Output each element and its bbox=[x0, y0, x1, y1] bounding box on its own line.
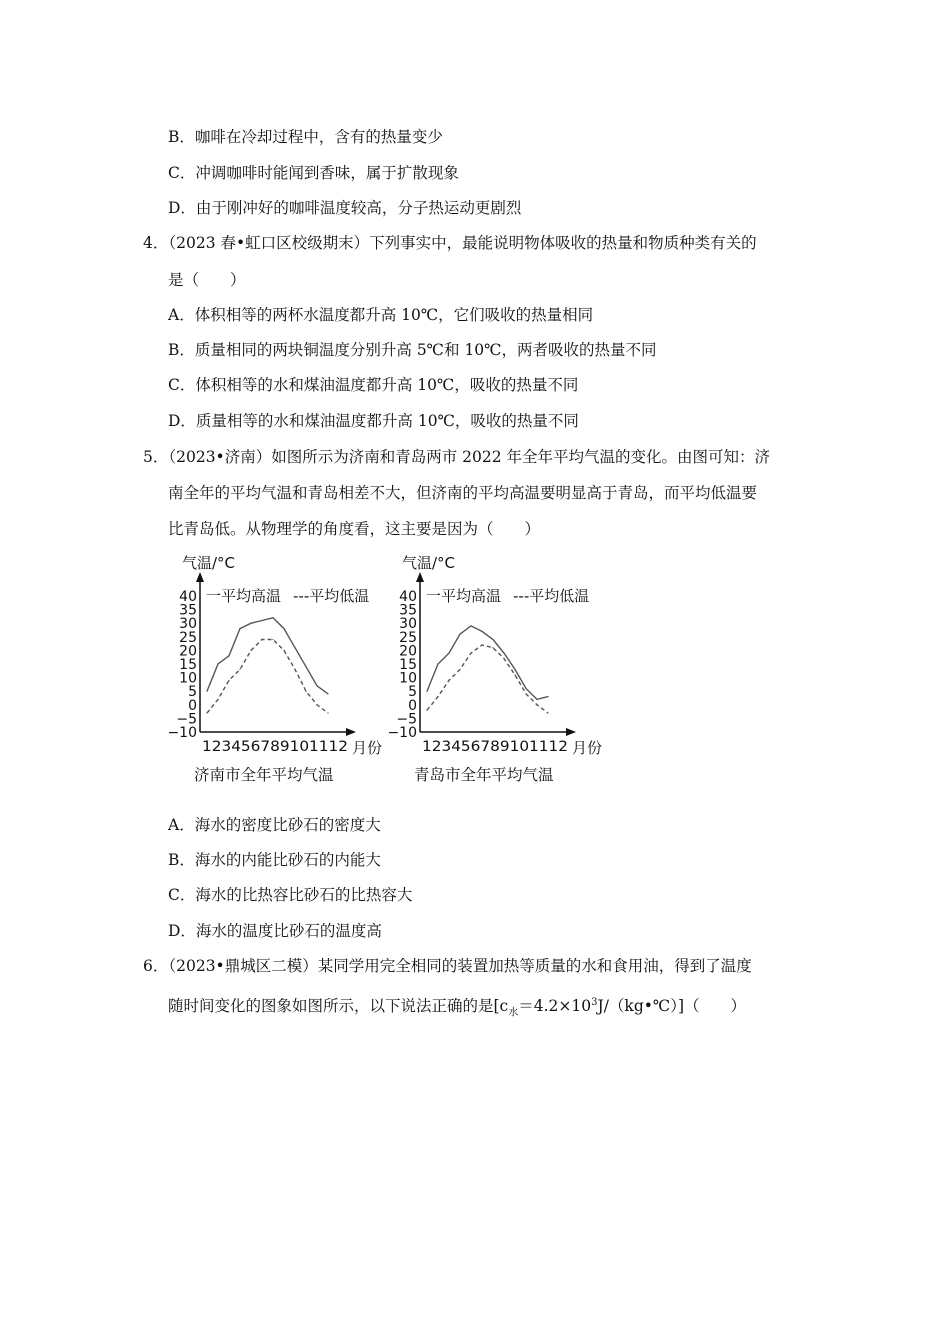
q6-stem-text: 随时间变化的图象如图所示，以下说法正确的是[c bbox=[168, 997, 509, 1016]
data-point-low bbox=[316, 704, 317, 705]
data-point-low bbox=[250, 650, 251, 651]
data-point-high bbox=[316, 685, 317, 686]
y-tick-label: 5 bbox=[408, 684, 417, 701]
series-line-low bbox=[427, 645, 548, 713]
data-point-high bbox=[525, 688, 526, 689]
q5-stem-line1: 5．（2023•济南）如图所示为济南和青岛两市 2022 年全年平均气温的变化。由图可知：济 bbox=[143, 448, 771, 466]
data-point-low bbox=[217, 699, 218, 700]
data-point-high bbox=[217, 663, 218, 664]
data-point-high bbox=[305, 666, 306, 667]
jinan-temperature-chart bbox=[160, 548, 390, 788]
data-point-low bbox=[283, 650, 284, 651]
chart-title: 济南市全年平均气温 bbox=[194, 766, 334, 784]
q6-stem-line1: 6．（2023•鼎城区二模）某同学用完全相同的装置加热等质量的水和食用油，得到了温度 bbox=[143, 957, 752, 975]
y-tick-label: 40 bbox=[179, 589, 197, 605]
data-point-high bbox=[492, 639, 493, 640]
y-tick-label: 25 bbox=[399, 629, 417, 646]
q3-option-b: B．咖啡在冷却过程中，含有的热量变少 bbox=[168, 128, 443, 146]
y-axis-arrow bbox=[196, 572, 204, 582]
data-point-high bbox=[272, 617, 273, 618]
data-point-low bbox=[536, 704, 537, 705]
q5-option-c: C．海水的比热容比砂石的比热容大 bbox=[168, 886, 413, 904]
data-point-high bbox=[437, 663, 438, 664]
y-tick-label: −5 bbox=[396, 711, 417, 728]
y-tick-label: 5 bbox=[188, 684, 197, 701]
y-tick-label: 10 bbox=[179, 670, 197, 687]
data-point-high bbox=[294, 647, 295, 648]
y-tick-label: 35 bbox=[399, 602, 417, 619]
legend-high: 一平均高温 bbox=[206, 587, 282, 605]
data-point-high bbox=[448, 653, 449, 654]
y-tick-label: 15 bbox=[399, 657, 417, 673]
x-axis-arrow bbox=[566, 728, 576, 736]
data-point-high bbox=[536, 699, 537, 700]
data-point-low bbox=[481, 644, 482, 645]
y-axis-label: 气温/°C bbox=[182, 554, 236, 572]
q5-option-b: B．海水的内能比砂石的内能大 bbox=[168, 851, 381, 869]
y-tick-label: 25 bbox=[179, 629, 197, 646]
y-tick-label: 20 bbox=[179, 643, 197, 660]
q4-option-c: C．体积相等的水和煤油温度都升高 10℃，吸收的热量不同 bbox=[168, 376, 579, 394]
data-point-high bbox=[426, 691, 427, 692]
data-point-low bbox=[294, 669, 295, 670]
q5-option-d: D．海水的温度比砂石的温度高 bbox=[168, 922, 382, 940]
data-point-low bbox=[272, 639, 273, 640]
data-point-high bbox=[503, 653, 504, 654]
data-point-low bbox=[448, 680, 449, 681]
data-point-high bbox=[481, 631, 482, 632]
y-tick-label: 30 bbox=[179, 616, 197, 633]
y-tick-label: −5 bbox=[176, 711, 197, 728]
series-line-low bbox=[207, 640, 328, 714]
q4-option-a: A．体积相等的两杯水温度都升高 10℃，它们吸收的热量相同 bbox=[168, 306, 594, 324]
y-tick-label: 0 bbox=[188, 697, 197, 714]
data-point-high bbox=[459, 633, 460, 634]
q3-option-d: D．由于刚冲好的咖啡温度较高，分子热运动更剧烈 bbox=[168, 199, 522, 217]
data-point-low bbox=[426, 710, 427, 711]
q6-stem-line2 bbox=[168, 992, 746, 1024]
q4-option-b: B．质量相同的两块铜温度分别升高 5℃和 10℃，两者吸收的热量不同 bbox=[168, 341, 657, 359]
q6-stem-value: ＝4.2×10 bbox=[518, 997, 592, 1016]
y-tick-label: 10 bbox=[399, 670, 417, 687]
data-point-low bbox=[470, 653, 471, 654]
data-point-low bbox=[206, 712, 207, 713]
legend-low: ---平均低温 bbox=[293, 587, 370, 605]
y-axis-label: 气温/°C bbox=[402, 554, 456, 572]
q5-option-a: A．海水的密度比砂石的密度大 bbox=[168, 816, 381, 834]
series-line-high bbox=[427, 626, 548, 700]
data-point-low bbox=[459, 669, 460, 670]
y-tick-label: 35 bbox=[179, 602, 197, 619]
q4-stem-line1: 4．（2023 春•虹口区校级期末）下列事实中，最能说明物体吸收的热量和物质种类有关的 bbox=[143, 234, 757, 252]
x-axis-label: 月份 bbox=[572, 739, 603, 757]
data-point-low bbox=[503, 658, 504, 659]
series-line-high bbox=[207, 618, 328, 694]
data-point-high bbox=[547, 696, 548, 697]
data-point-high bbox=[514, 669, 515, 670]
x-tick-labels: 123456789101112 bbox=[202, 739, 348, 755]
legend-low: ---平均低温 bbox=[513, 587, 590, 605]
y-tick-label: 30 bbox=[399, 616, 417, 633]
q4-stem-line2: 是（ ） bbox=[168, 271, 246, 289]
q6-superscript: 3 bbox=[591, 997, 598, 1008]
legend-high: 一平均高温 bbox=[426, 587, 502, 605]
data-point-low bbox=[327, 712, 328, 713]
chart-title: 青岛市全年平均气温 bbox=[414, 766, 554, 784]
data-point-high bbox=[228, 655, 229, 656]
data-point-high bbox=[250, 623, 251, 624]
data-point-low bbox=[228, 680, 229, 681]
data-point-low bbox=[239, 669, 240, 670]
data-point-high bbox=[261, 620, 262, 621]
y-tick-label: −10 bbox=[167, 725, 197, 741]
data-point-high bbox=[283, 628, 284, 629]
data-point-low bbox=[261, 639, 262, 640]
data-point-high bbox=[470, 625, 471, 626]
data-point-low bbox=[305, 691, 306, 692]
x-axis-arrow bbox=[346, 728, 356, 736]
y-tick-label: −10 bbox=[387, 725, 417, 741]
data-point-high bbox=[206, 691, 207, 692]
q6-stem-unit: J/（kg•℃）]（ ） bbox=[597, 997, 747, 1016]
y-tick-label: 0 bbox=[408, 697, 417, 714]
data-point-low bbox=[547, 712, 548, 713]
data-point-low bbox=[525, 693, 526, 694]
data-point-high bbox=[239, 628, 240, 629]
y-tick-label: 40 bbox=[399, 589, 417, 605]
data-point-high bbox=[327, 693, 328, 694]
qingdao-temperature-chart bbox=[380, 548, 620, 788]
q5-stem-line2: 南全年的平均气温和青岛相差不大，但济南的平均高温要明显高于青岛，而平均低温要 bbox=[168, 484, 758, 502]
x-axis-label: 月份 bbox=[352, 739, 383, 757]
data-point-low bbox=[514, 674, 515, 675]
data-point-low bbox=[492, 647, 493, 648]
data-point-low bbox=[437, 696, 438, 697]
q6-subscript: 水 bbox=[508, 1007, 519, 1019]
q5-stem-line3: 比青岛低。从物理学的角度看，这主要是因为（ ） bbox=[168, 520, 541, 538]
y-tick-label: 20 bbox=[399, 643, 417, 660]
q4-option-d: D．质量相等的水和煤油温度都升高 10℃，吸收的热量不同 bbox=[168, 412, 579, 430]
q3-option-c: C．冲调咖啡时能闻到香味，属于扩散现象 bbox=[168, 164, 459, 182]
y-axis-arrow bbox=[416, 572, 424, 582]
y-tick-label: 15 bbox=[179, 657, 197, 673]
x-tick-labels: 123456789101112 bbox=[422, 739, 568, 755]
